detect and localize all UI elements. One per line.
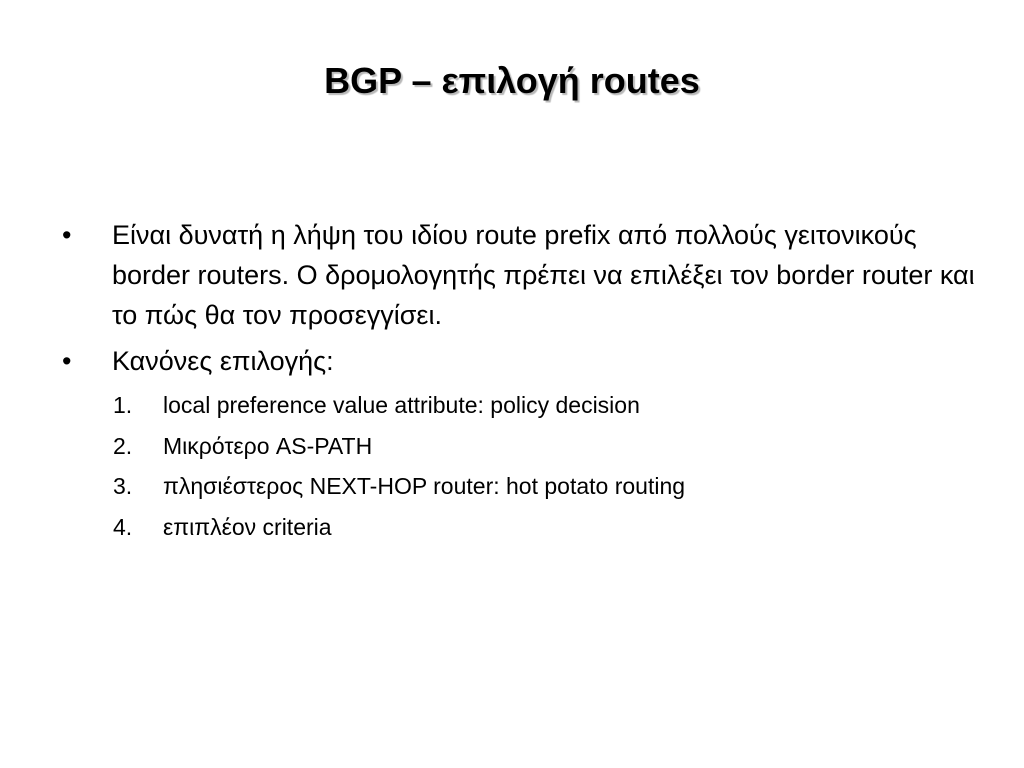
bullet-text: Κανόνες επιλογής: bbox=[112, 346, 334, 376]
selection-rules-list bbox=[113, 390, 973, 552]
bullet-item bbox=[62, 341, 1002, 381]
rule-text: local preference value attribute: policy decision bbox=[163, 392, 640, 418]
rule-item bbox=[113, 471, 973, 501]
rule-number: 2. bbox=[113, 432, 133, 459]
rule-item bbox=[113, 512, 973, 542]
rule-text: επιπλέον criteria bbox=[163, 513, 332, 540]
rule-text: Μικρότερο AS-PATH bbox=[163, 432, 373, 459]
bullet-list bbox=[62, 215, 1002, 387]
rule-number: 4. bbox=[113, 513, 133, 540]
bullet-marker: • bbox=[62, 220, 72, 250]
rule-item bbox=[113, 390, 973, 420]
rule-number: 3. bbox=[113, 473, 133, 499]
rule-number: 1. bbox=[113, 392, 133, 418]
rule-text: πλησιέστερος NEXT-HOP router: hot potato routing bbox=[163, 473, 686, 499]
bullet-text: Είναι δυνατή η λήψη του ιδίου route prefix από πολλούς γειτονικούς border routers. Ο δρομολογητής πρέπει να επιλέξει τον border router και το πώς θα τον προσεγγίσει. bbox=[112, 220, 975, 330]
slide-title: BGP – επιλογή routes bbox=[324, 60, 700, 101]
bullet-item bbox=[62, 215, 1002, 335]
rule-item bbox=[113, 431, 973, 461]
bullet-marker: • bbox=[62, 346, 72, 376]
